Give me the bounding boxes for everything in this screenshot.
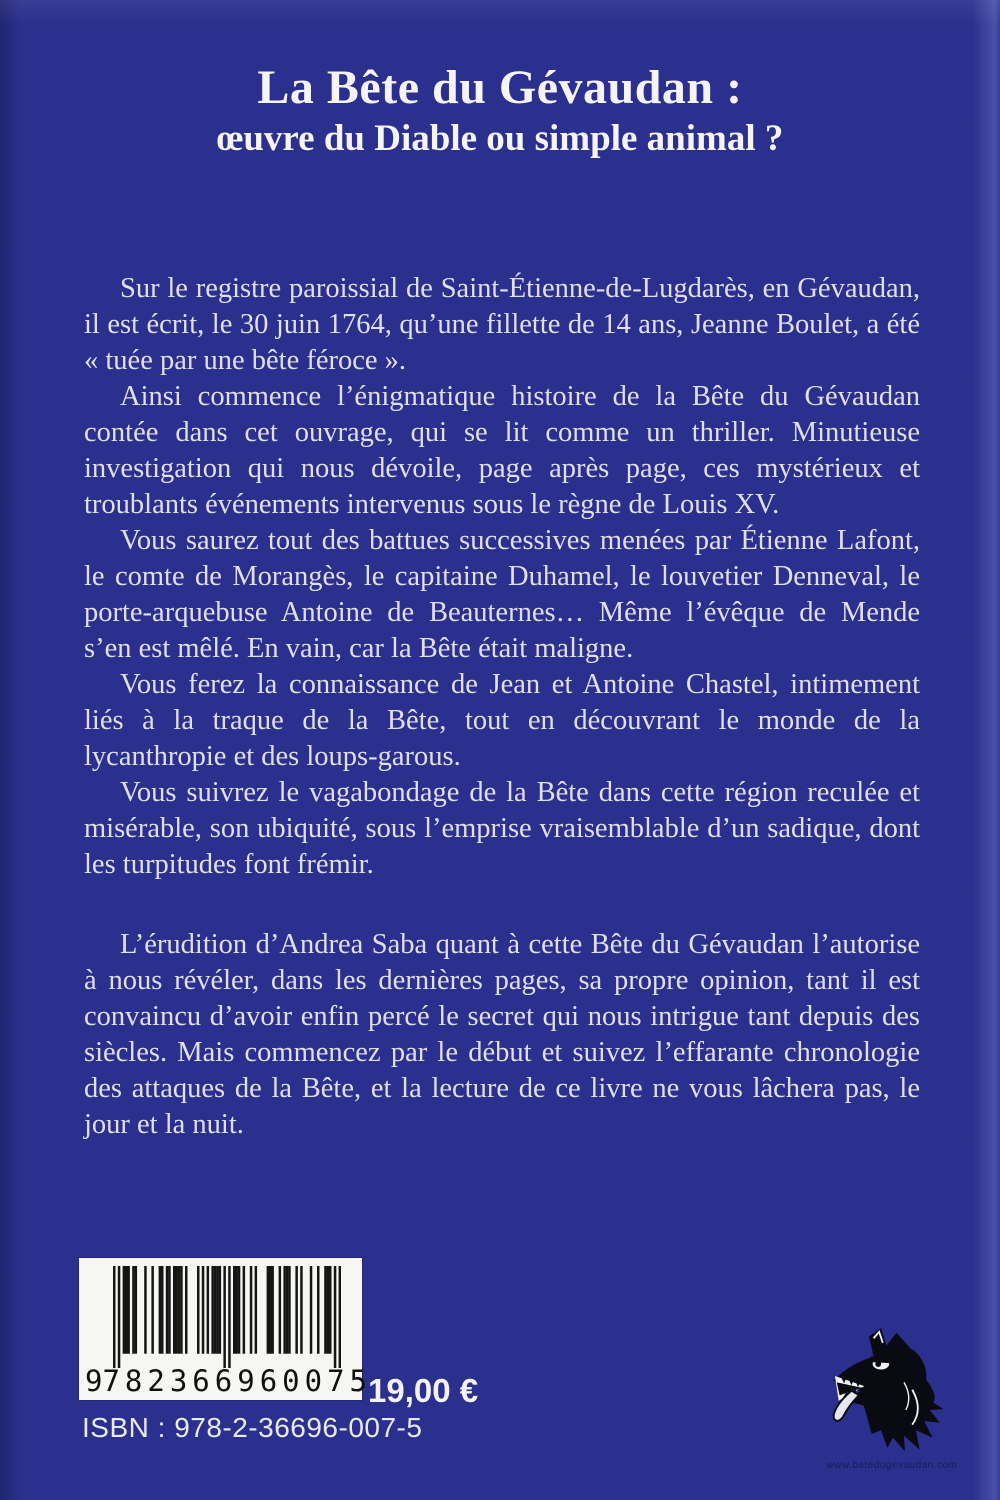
synopsis-paragraph: Vous saurez tout des battues successives menées par Étienne Lafont, le comte de Morangès, le capitaine Duhamel, le louvetier Denneval, le porte-arquebuse Antoine de Beauternes… Même l’évêque de Mende s’en est mêlé. En vain, car la Bête était maligne. xyxy=(84,525,920,664)
wolf-head-icon xyxy=(823,1316,961,1458)
website-url: www.betedugevaudan.com xyxy=(826,1460,958,1471)
synopsis-paragraph: Ainsi commence l’énigmatique histoire de la Bête du Gévaudan contée dans cet ouvrage, qui se lit comme un thriller. Minutieuse investigation qui nous dévoile, page après page, ces mystérieux et troublants événements intervenus sous le règne de Louis XV. xyxy=(84,381,920,520)
synopsis-paragraph: L’érudition d’Andrea Saba quant à cette Bête du Gévaudan l’autorise à nous révéler, dans les dernières pages, sa propre opinion, tant il est convaincu d’avoir enfin percé le secret qui nous intrigue tant depuis des siècles. Mais commencez par le début et suivez l’effarante chronologie des attaques de la Bête, et la lecture de ce livre ne vous lâchera pas, le jour et la nuit. xyxy=(84,929,920,1140)
publisher-logo xyxy=(812,1316,972,1471)
barcode-digits xyxy=(85,1364,372,1398)
book-title: La Bête du Gévaudan : xyxy=(257,61,743,114)
barcode-digit-group: 960075 xyxy=(237,1364,372,1398)
barcode-digit-group: 782366 xyxy=(102,1364,238,1398)
barcode-digit-first: 9 xyxy=(85,1364,103,1398)
price-label: 19,00 € xyxy=(368,1372,479,1409)
synopsis xyxy=(84,271,920,1143)
barcode xyxy=(79,1258,372,1400)
synopsis-paragraph: Vous ferez la connaissance de Jean et Antoine Chastel, intimement liés à la traque de la Bête, tout en découvrant le monde de la lycanthropie et des loups-garous. xyxy=(84,669,920,772)
barcode-bars-icon xyxy=(113,1266,341,1368)
isbn-label: ISBN : 978-2-36696-007-5 xyxy=(82,1412,423,1443)
synopsis-paragraph: Vous suivrez le vagabondage de la Bête dans cette région reculée et misérable, son ubiquité, sous l’emprise vraisemblable d’un sadique, dont les turpitudes font frémir. xyxy=(84,777,920,880)
title-block xyxy=(0,60,1000,160)
synopsis-paragraph: Sur le registre paroissial de Saint-Étienne-de-Lugdarès, en Gévaudan, il est écrit, le 30 juin 1764, qu’une fillette de 14 ans, Jeanne Boulet, a été « tuée par une bête féroce ». xyxy=(84,273,920,376)
book-subtitle: œuvre du Diable ou simple animal ? xyxy=(216,118,784,160)
